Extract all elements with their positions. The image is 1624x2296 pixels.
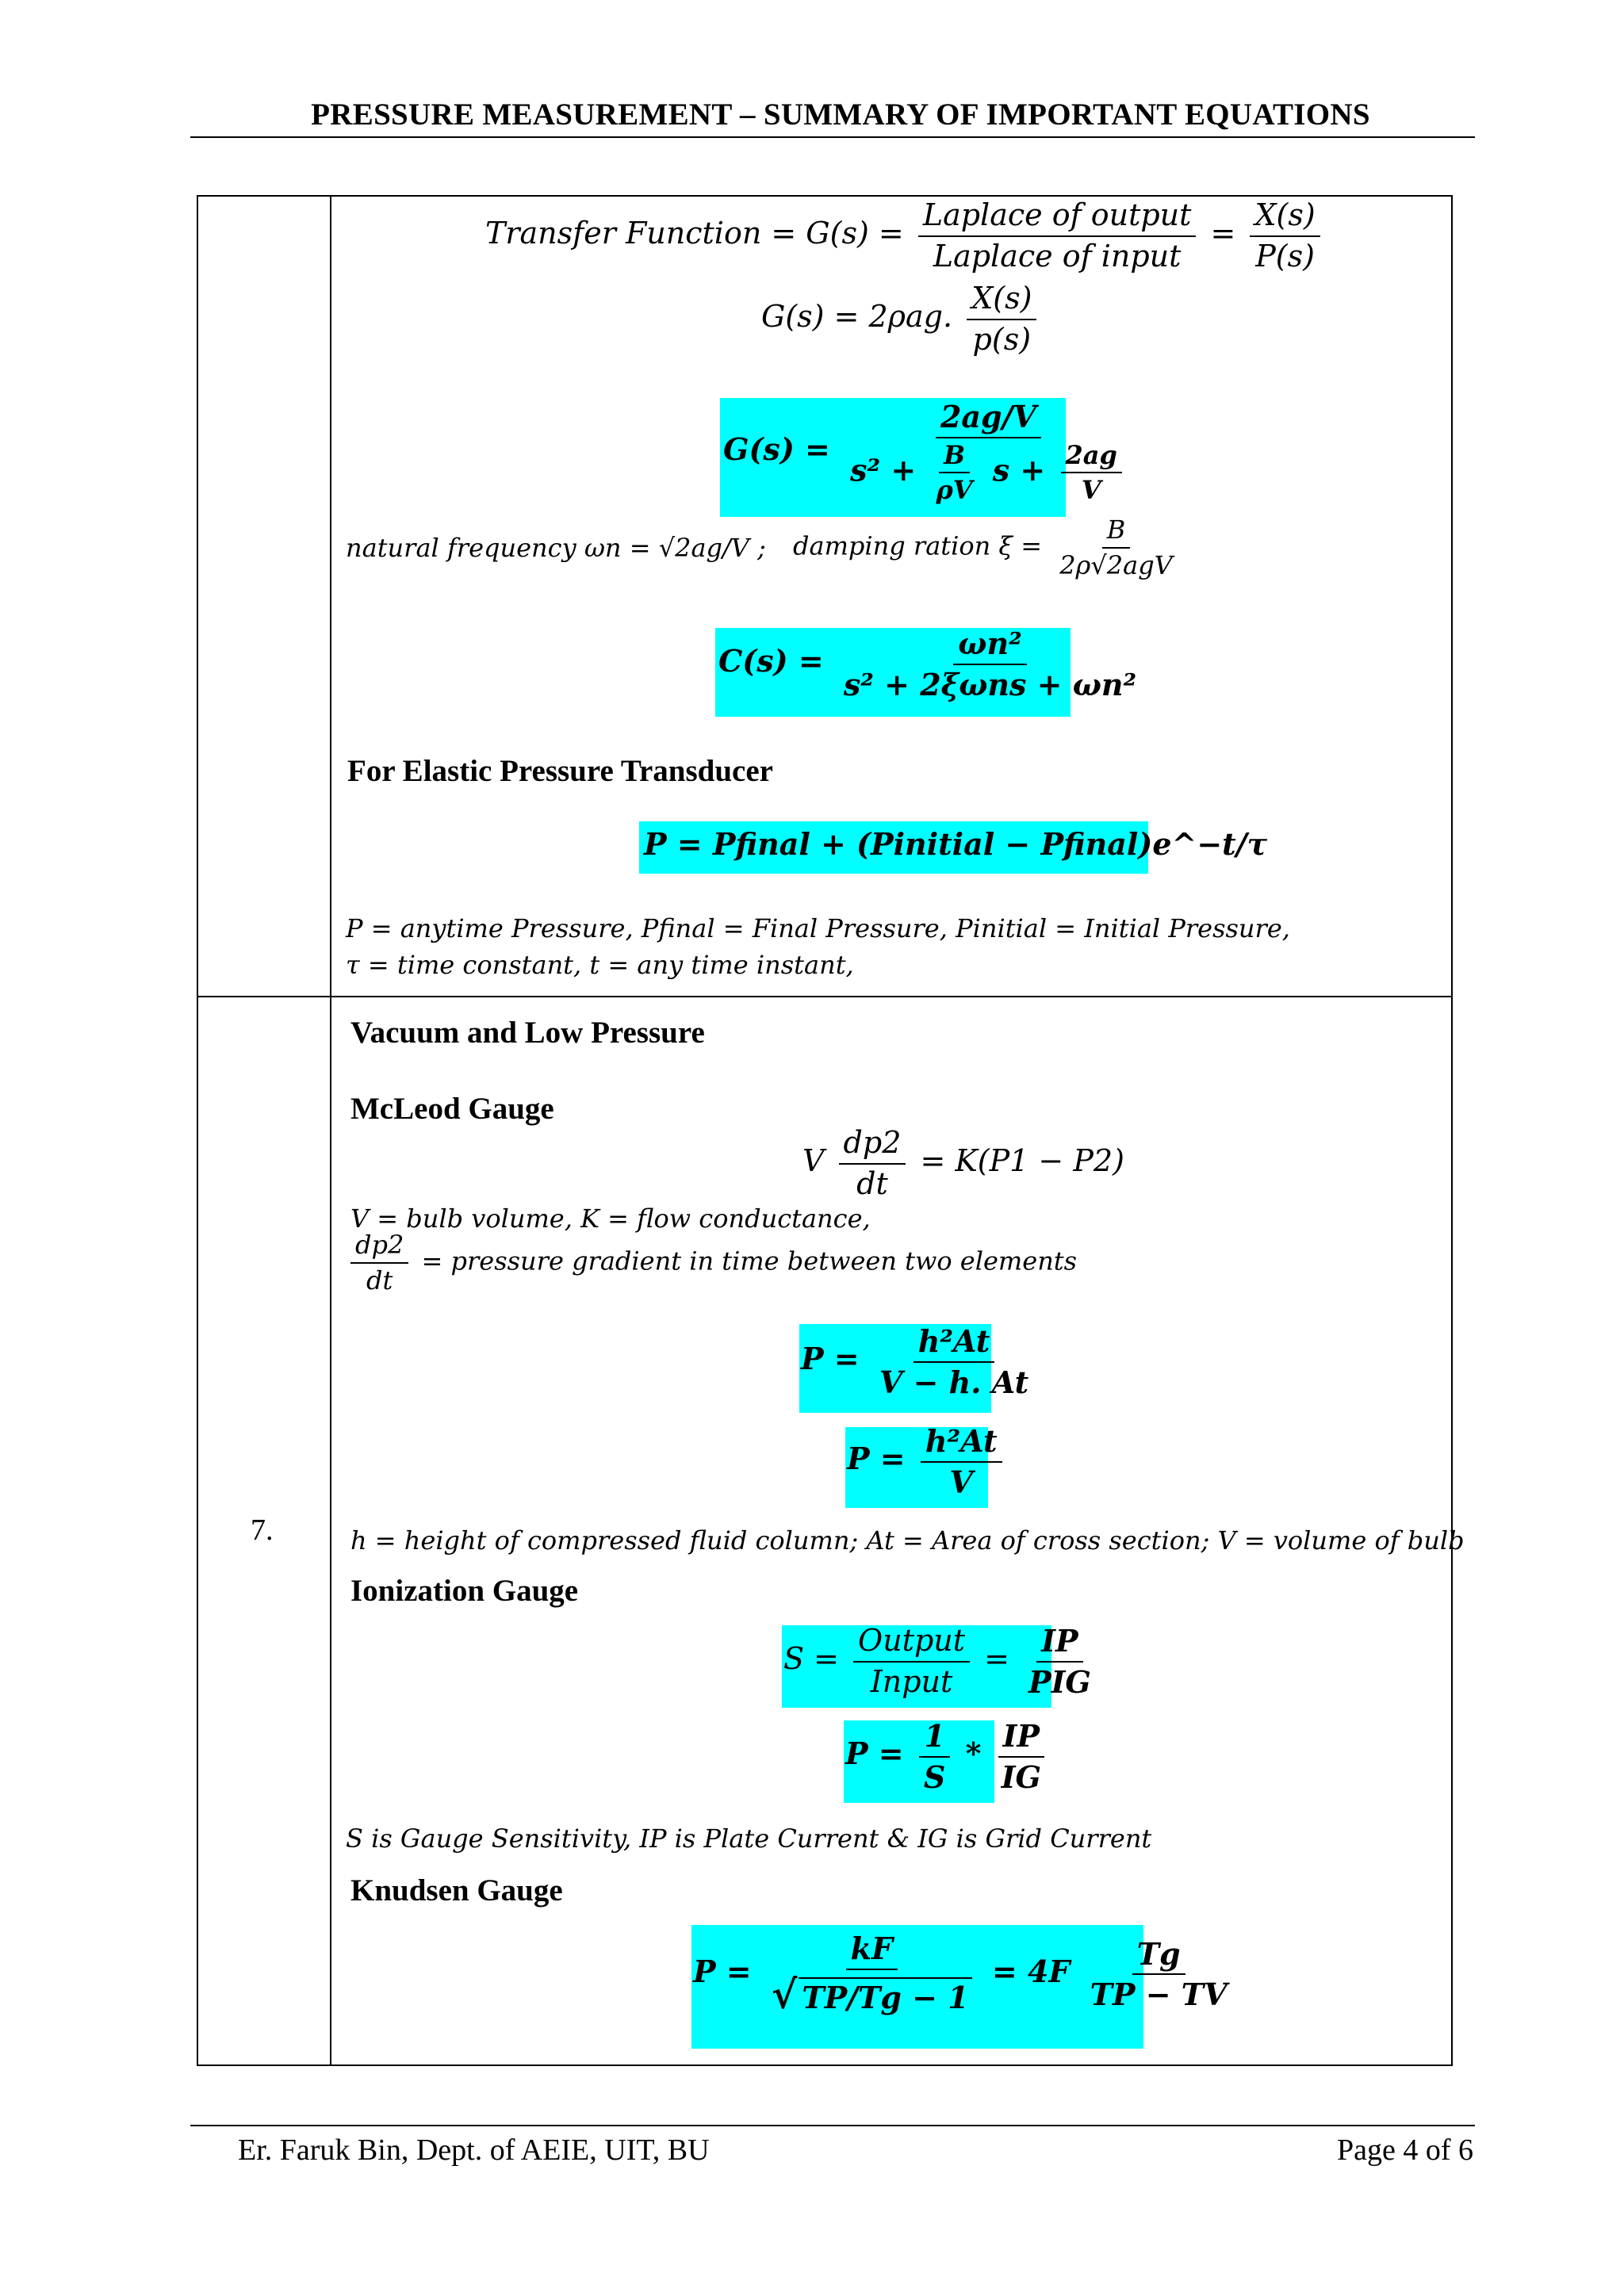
heading-knudsen: Knudsen Gauge [350, 1873, 563, 1908]
heading-vacuum: Vacuum and Low Pressure [350, 1016, 705, 1050]
heading-ionization: Ionization Gauge [350, 1574, 579, 1608]
mcleod-note-line-1: V = bulb volume, K = flow conductance, [350, 1203, 871, 1234]
transfer-function-equation: Transfer Function = G(s) = $\frac{\text{Laplace of output}}{\text{Laplace of input}}$ = $\frac{X(s)}{P(s)}$ [485, 198, 1325, 274]
knudsen-equation: P = $\frac{kF}{√ TP/Tg - 1}$ = 4F $\frac{Tg}{TP - TV}$ [693, 1931, 1228, 2018]
elastic-pressure-equation: P = Pfinal + (Pinitial − Pfinal)e^−t/τ [644, 826, 1268, 862]
damping-ratio-equation: damping ration ξ = $\frac{B}{\text{2ρ√2agV}}$ [793, 515, 1173, 580]
footer-author: Er. Faruk Bin, Dept. of AEIE, UIT, BU [238, 2133, 710, 2167]
heading-mcleod: McLeod Gauge [350, 1092, 554, 1126]
mcleod-equation: V $\frac{dp2}{dt}$ = K(P1 − P2) [802, 1125, 1124, 1201]
footer-rule [190, 2125, 1475, 2126]
gs-equation: G(s) = 2ρag. $\frac{X(s)}{p(s)}$ [761, 281, 1041, 357]
table-row-divider [198, 996, 1451, 997]
sensitivity-equation: S = $\frac{\text{Output}}{\text{Input}}$ = $\frac{IP}{\text{PIG}}$ [783, 1623, 1091, 1700]
ionization-note: S is Gauge Sensitivity, IP is Plate Current & IG is Grid Current [346, 1823, 1152, 1854]
elastic-note-line-2: τ = time constant, t = any time instant, [346, 950, 854, 980]
footer-page-number: Page 4 of 6 [1336, 2133, 1473, 2167]
heading-elastic-transducer: For Elastic Pressure Transducer [347, 754, 773, 788]
row-number: 7. [251, 1513, 274, 1547]
mcleod-note-line-3: h = height of compressed fluid column; At = Area of cross section; V = volume of bulb [350, 1525, 1465, 1556]
header-rule [190, 136, 1475, 138]
gs-boxed-equation: G(s) = 2ag/V s² + $\frac{B}{\rho V}$ s + $\frac{2ag}{V}$ [723, 400, 1136, 505]
elastic-note-line-1: P = anytime Pressure, Pfinal = Final Pressure, Pinitial = Initial Pressure, [346, 913, 1290, 943]
mcleod-pressure-equation-1: P = $\frac{\text{h²At}}{V - h. At}$ [801, 1323, 1029, 1400]
mcleod-note-line-2: $\frac{dp2}{dt}$ = pressure gradient in time between two elements [346, 1230, 1077, 1295]
natural-frequency-text: natural frequency ωn = √2ag/V ; [346, 533, 766, 563]
mcleod-pressure-equation-2: P = $\frac{\text{h²At}}{V}$ [847, 1424, 1007, 1499]
cs-equation: C(s) = $\frac{\text{ωn²}}{\text{s² + 2ξωns + ωn²}}$ [718, 626, 1137, 702]
page-header-title: PRESSURE MEASUREMENT – SUMMARY OF IMPORTANT EQUATIONS [311, 98, 1370, 132]
ionization-pressure-equation: P = $\frac{1}{S}$ * $\frac{IP}{IG}$ [845, 1719, 1051, 1794]
table-column-divider [330, 197, 331, 2064]
sqrt-icon: √ [771, 1971, 798, 2018]
